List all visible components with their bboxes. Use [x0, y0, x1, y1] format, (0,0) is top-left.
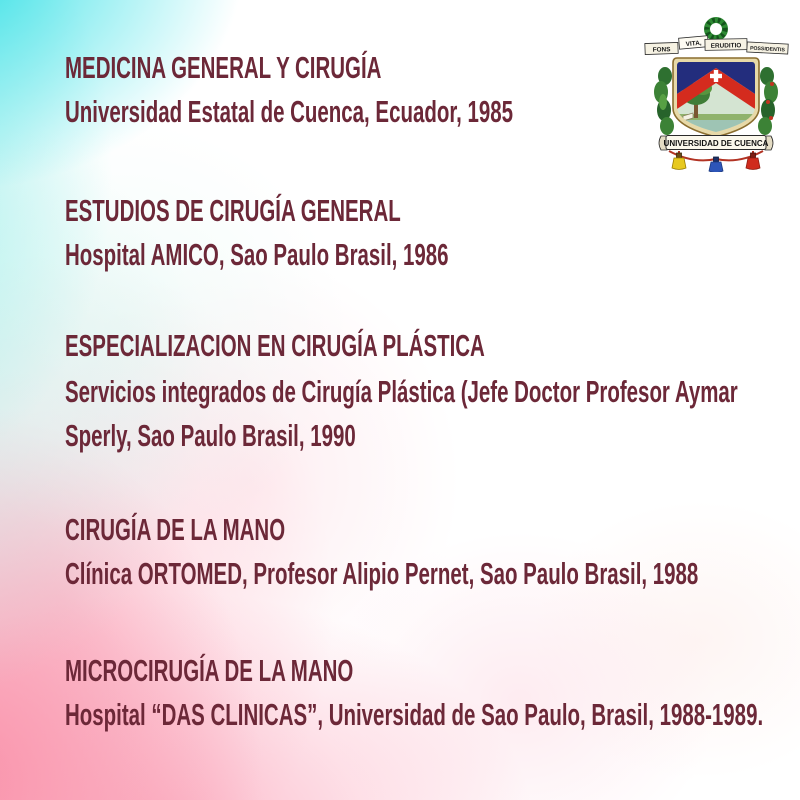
credential-detail: Clínica ORTOMED, Profesor Alipio Pernet, Sao Paulo Brasil, 1988 [65, 556, 699, 591]
credential-detail: Hospital “DAS CLINICAS”, Universidad de Sao Paulo, Brasil, 1988-1989. [65, 697, 764, 732]
motto-word-eruditio: ERUDITIO [710, 42, 742, 50]
credential-detail: Sperly, Sao Paulo Brasil, 1990 [65, 418, 356, 453]
credential-detail: Universidad Estatal de Cuenca, Ecuador, 1985 [65, 94, 514, 129]
credential-detail: Hospital AMICO, Sao Paulo Brasil, 1986 [65, 237, 449, 272]
motto-word-vita: VITA, [685, 39, 702, 49]
credential-title: ESPECIALIZACION EN CIRUGÍA PLÁSTICA [65, 328, 485, 363]
credential-title: CIRUGÍA DE LA MANO [65, 512, 286, 547]
credential-title: MICROCIRUGÍA DE LA MANO [65, 653, 354, 688]
crest-banner-text: UNIVERSIDAD DE CUENCA [663, 139, 769, 148]
credential-detail: Servicios integrados de Cirugía Plástica (Jefe Doctor Profesor Aymar [65, 374, 738, 409]
credential-title: MEDICINA GENERAL Y CIRUGÍA [65, 50, 382, 85]
credential-title: ESTUDIOS DE CIRUGÍA GENERAL [65, 193, 401, 228]
credentials-list [65, 0, 785, 800]
motto-word-fons: FONS [652, 46, 671, 54]
motto-word-possidentis: POSSIDENTIS [749, 45, 785, 54]
